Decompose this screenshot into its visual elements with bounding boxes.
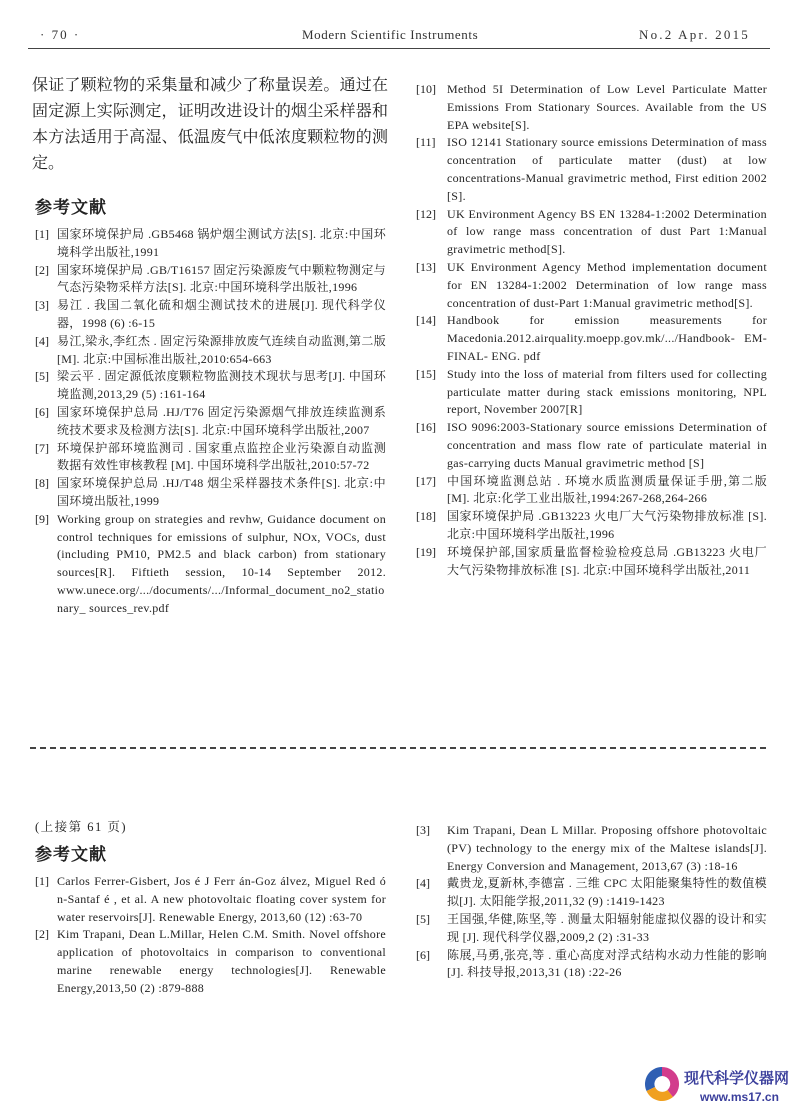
site-url: www.ms17.cn xyxy=(700,1090,779,1104)
reference-number: [4] xyxy=(416,876,430,891)
reference-entry xyxy=(32,511,386,618)
continued-right-column xyxy=(416,816,769,982)
reference-number: [18] xyxy=(416,509,436,524)
references-heading: 参考文献 xyxy=(35,198,107,217)
reference-entry xyxy=(32,440,386,476)
reference-entry xyxy=(32,262,386,298)
reference-text: 国家环境保护局 .GB5468 锅炉烟尘测试方法[S]. 北京:中国环境科学出版社,1991 xyxy=(57,227,386,259)
reference-text: UK Environment Agency Method implementation document for EN 13284-1:2002 Determination of low range mass concentration of dust-Part 1:Manual gravimetric method[S]. xyxy=(447,259,767,310)
reference-number: [3] xyxy=(35,298,49,313)
reference-text: 陈展,马勇,张亮,等 . 重心高度对浮式结构水动力性能的影响[J]. 科技导报,2013,31 (18) :22-26 xyxy=(447,947,767,980)
page-number: · 70 · xyxy=(40,27,81,42)
reference-list xyxy=(416,81,767,579)
reference-text: UK Environment Agency BS EN 13284-1:2002 Determination of low range mass concentration of dust Part 1:Manual gravimetric method[S]. xyxy=(447,206,767,257)
reference-entry xyxy=(416,134,767,205)
reference-text: Working group on strategies and revhw, Guidance document on control techniques for emissions of sulphur, NOx, VOCs, dust (including PM10, PM2.5 and black carbon) from stationary sources[R]. Fiftieth session, 10-14 September 2012. www.unece.org/.../documents/.../Informal_document_no2_stationary_ sources_rev.pdf xyxy=(57,511,386,615)
reference-entry xyxy=(416,312,767,365)
reference-entry xyxy=(32,368,386,404)
reference-entry xyxy=(416,366,767,419)
reference-text: 环境保护部,国家质量监督检验检疫总局 .GB13223 火电厂大气污染物排放标准 [S]. 北京:中国环境科学出版社,2011 xyxy=(447,544,767,577)
reference-number: [13] xyxy=(416,259,436,274)
reference-entry xyxy=(32,333,386,369)
reference-entry xyxy=(416,508,767,544)
reference-list xyxy=(32,226,386,618)
reference-text: 易江,梁永,李红杰 . 固定污染源排放废气连续自动监测,第二版[M]. 北京:中国标准出版社,2010:654-663 xyxy=(57,333,386,366)
reference-number: [6] xyxy=(35,404,49,419)
reference-number: [9] xyxy=(35,511,49,526)
reference-entry xyxy=(416,81,767,134)
reference-text: Method 5I Determination of Low Level Particulate Matter Emissions From Stationary Sources. Available from the US EPA website[S]. xyxy=(447,82,767,132)
reference-entry xyxy=(416,822,767,875)
left-column xyxy=(32,73,388,618)
site-name: 现代科学仪器网 xyxy=(684,1070,790,1087)
reference-list xyxy=(32,873,386,998)
continued-left-column xyxy=(32,818,388,998)
reference-text: Study into the loss of material from filters used for collecting particulate matter during stack emissions monitoring, NPL report, November 2007[R] xyxy=(447,366,767,417)
reference-number: [6] xyxy=(416,947,430,962)
reference-text: Handbook for emission measurements for Macedonia.2012.airquality.moepp.gov.mk/.../Handbook- EM-FINAL- ENG. pdf xyxy=(447,313,767,363)
reference-number: [16] xyxy=(416,420,436,435)
reference-text: 环境保护部环境监测司 . 国家重点监控企业污染源自动监测数据有效性审核教程 [M]. 中国环境科学出版社,2010:57-72 xyxy=(57,440,386,473)
reference-entry xyxy=(32,475,386,511)
journal-title: Modern Scientific Instruments xyxy=(302,27,479,42)
reference-text: 国家环境保护总局 .HJ/T48 烟尘采样器技术条件[S]. 北京:中国环境出版社,1999 xyxy=(57,476,386,508)
reference-number: [2] xyxy=(35,927,49,942)
right-column xyxy=(416,75,769,579)
reference-number: [11] xyxy=(416,135,436,150)
reference-entry xyxy=(416,544,767,580)
reference-number: [10] xyxy=(416,82,436,96)
reference-number: [5] xyxy=(35,369,49,384)
reference-text: Kim Trapani, Dean L.Millar, Helen C.M. Smith. Novel offshore application of photovoltaics in comparison to conventional marine renewable energy technologies[J]. Renewable Energy,2013,50 (2) :879-888 xyxy=(57,927,386,995)
running-header xyxy=(28,27,770,47)
continued-note: (上接第 61 页) xyxy=(35,820,128,834)
site-logo-icon xyxy=(642,1064,682,1104)
reference-number: [8] xyxy=(35,476,49,491)
reference-text: 戴贵龙,夏新林,李德富 . 三维 CPC 太阳能聚集特性的数值模拟[J]. 太阳能学报,2011,32 (9) :1419-1423 xyxy=(447,876,767,909)
reference-text: Kim Trapani, Dean L Millar. Proposing offshore photovoltaic (PV) technology to the energy mix of the Maltese islands[J]. Energy Conversion and Management, 2013,67 (3) :18-16 xyxy=(447,823,767,873)
reference-number: [15] xyxy=(416,366,436,381)
reference-list xyxy=(416,822,767,982)
reference-number: [4] xyxy=(35,333,49,348)
reference-text: ISO 9096:2003-Stationary source emissions Determination of concentration and mass flow rate of particulate material in gas-carrying ducts Manual gravimetric method [S] xyxy=(447,420,767,470)
reference-number: [1] xyxy=(35,227,49,241)
reference-entry xyxy=(416,206,767,259)
reference-entry xyxy=(32,226,386,262)
header-divider xyxy=(28,48,770,49)
reference-text: 国家环境保护总局 .HJ/T76 固定污染源烟气排放连续监测系统技术要求及检测方法[S]. 北京:中国环境科学出版社,2007 xyxy=(57,404,386,437)
reference-entry xyxy=(416,259,767,312)
reference-text: ISO 12141 Stationary source emissions Determination of mass concentration of particulate matter (dust) at low concentrations-Manual gravimetric method, First edition 2002 [S]. xyxy=(447,135,767,203)
reference-entry xyxy=(416,419,767,472)
reference-entry xyxy=(416,473,767,509)
reference-entry xyxy=(32,873,386,926)
issue-info: No.2 Apr. 2015 xyxy=(639,27,750,42)
reference-number: [12] xyxy=(416,206,436,221)
reference-entry xyxy=(416,875,767,911)
reference-entry xyxy=(416,911,767,947)
reference-entry xyxy=(32,926,386,997)
reference-text: 梁云平 . 固定源低浓度颗粒物监测技术现状与思考[J]. 中国环境监测,2013,29 (5) :161-164 xyxy=(57,369,386,402)
reference-text: 国家环境保护局 .GB13223 火电厂大气污染物排放标准 [S]. 北京:中国环境科学出版社,1996 xyxy=(447,509,767,541)
reference-number: [5] xyxy=(416,911,430,926)
section-divider xyxy=(30,747,770,749)
reference-number: [2] xyxy=(35,262,49,277)
reference-number: [14] xyxy=(416,313,436,328)
reference-number: [17] xyxy=(416,473,436,488)
reference-entry xyxy=(32,404,386,440)
reference-number: [19] xyxy=(416,544,436,559)
reference-number: [3] xyxy=(416,823,430,837)
reference-number: [7] xyxy=(35,440,49,455)
reference-text: 王国强,华健,陈坚,等 . 测量太阳辐射能虚拟仪器的设计和实现 [J]. 现代科学仪器,2009,2 (2) :31-33 xyxy=(447,911,767,944)
reference-text: 国家环境保护局 .GB/T16157 固定污染源废气中颗粒物测定与气态污染物采样方法[S]. 北京:中国环境科学出版社,1996 xyxy=(57,262,386,295)
reference-text: 易江 . 我国二氧化硫和烟尘测试技术的进展[J]. 现代科学仪器，1998 (6) :6-15 xyxy=(57,298,386,330)
reference-number: [1] xyxy=(35,874,49,888)
reference-text: Carlos Ferrer-Gisbert, Jos é J Ferr án-Goz álvez, Miguel Red ó n-Santaf é , et al. A new photovoltaic floating cover system for water reservoirs[J]. Renewable Energy, 2013,60 (12) :63-70 xyxy=(57,874,386,924)
reference-entry xyxy=(416,947,767,983)
references-heading: 参考文献 xyxy=(35,845,107,864)
reference-text: 中国环境监测总站 . 环境水质监测质量保证手册,第二版 [M]. 北京:化学工业出版社,1994:267-268,264-266 xyxy=(447,473,767,506)
reference-entry xyxy=(32,297,386,333)
body-paragraph: 保证了颗粒物的采集量和减少了称量误差。通过在固定源上实际测定，证明改进设计的烟尘采样器和本方法适用于高湿、低温废气中低浓度颗粒物的测定。 xyxy=(32,77,388,172)
site-watermark xyxy=(640,1060,796,1110)
